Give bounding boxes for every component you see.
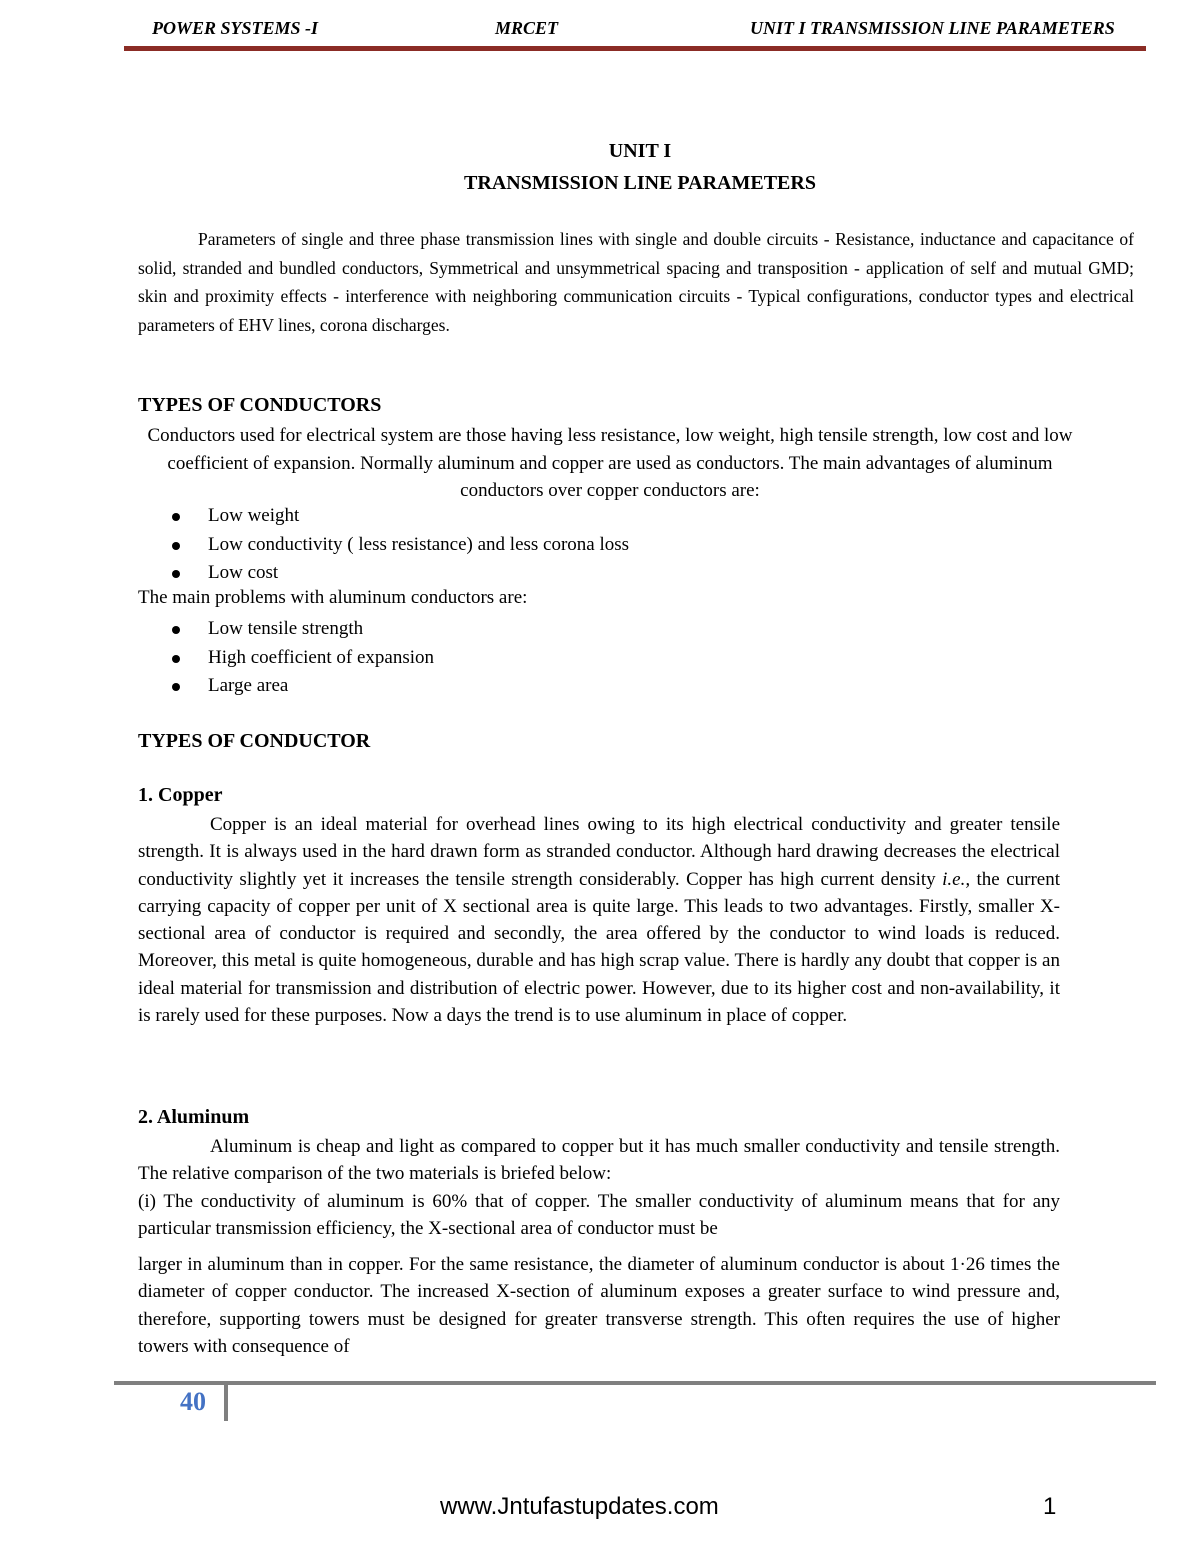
bullet-icon: [172, 655, 180, 663]
bullet-icon: [172, 683, 180, 691]
unit-title: UNIT I: [608, 140, 672, 162]
website-link[interactable]: www.Jntufastupdates.com: [440, 1493, 719, 1520]
copper-paragraph: Copper is an ideal material for overhead lines owing to its high electrical conductivity and greater tensile strength. It is always used in the hard drawn form as stranded conductor. Although hard drawing decreases the electrical conductivity slightly yet it increases the tensile strength considerably. Copper has high current density i.e., the current carrying capacity of copper per unit of X sectional area is quite large. This leads to two advantages. Firstly, smaller X- sectional area of conductor is required and secondly, the area offered by the conductor to wind loads is reduced. Moreover, this metal is quite homogeneous, durable and has high scrap value. There is hardly any doubt that copper is an ideal material for transmission and distribution of electric power. However, due to its higher cost and non-availability, it is rarely used for these purposes. Now a days the trend is to use aluminum in place of copper.: [138, 814, 1060, 1027]
bullet-icon: [172, 542, 180, 550]
list-item: Low conductivity ( less resistance) and less corona loss: [170, 531, 629, 560]
list-item: Large area: [170, 672, 434, 701]
page-number-divider: [224, 1385, 228, 1421]
problems-intro: The main problems with aluminum conductors are:: [138, 587, 528, 608]
heading-aluminum: 2. Aluminum: [138, 1106, 250, 1128]
page-number: 40: [180, 1387, 206, 1416]
list-item: Low cost: [170, 559, 629, 588]
problems-list: [170, 615, 434, 701]
conductors-paragraph: Conductors used for electrical system are those having less resistance, low weight, high tensile strength, low cost and low coefficient of expansion. Normally aluminum and copper are used as conductors. The main advantages of aluminum conductors over copper conductors are:: [147, 425, 1073, 501]
unit-subtitle: TRANSMISSION LINE PARAMETERS: [464, 172, 816, 194]
header-subject: POWER SYSTEMS -I: [152, 18, 319, 38]
bullet-icon: [172, 513, 180, 521]
bullet-icon: [172, 570, 180, 578]
heading-types-of-conductors: TYPES OF CONDUCTORS: [138, 394, 382, 416]
heading-types-of-conductor: TYPES OF CONDUCTOR: [138, 730, 371, 752]
aluminum-paragraph: Aluminum is cheap and light as compared to copper but it has much smaller conductivity and tensile strength. The relative comparison of the two materials is briefed below: (i) The conductivity of aluminum is 60% that of copper. The smaller conductivity of aluminum means that for any particular transmission efficiency, the X-sectional area of conductor must be: [138, 1136, 1060, 1239]
bullet-icon: [172, 626, 180, 634]
header-unit: UNIT I TRANSMISSION LINE PARAMETERS: [750, 18, 1115, 38]
syllabus-paragraph: Parameters of single and three phase transmission lines with single and double circuits - Resistance, inductance and capacitance of solid, stranded and bundled conductors, Symmetrical and unsymmetrical spacing and transposition - application of self and mutual GMD; skin and proximity effects - interference with neighboring communication circuits - Typical configurations, conductor types and electrical parameters of EHV lines, corona discharges.: [138, 229, 1134, 335]
ie-abbrev: i.e.,: [942, 868, 971, 890]
heading-copper: 1. Copper: [138, 784, 223, 806]
advantages-list: [170, 502, 629, 588]
list-item: Low weight: [170, 502, 629, 531]
sheet-number: 1: [1043, 1493, 1057, 1520]
header-rule: [124, 46, 1146, 51]
aluminum-paragraph-continued: larger in aluminum than in copper. For the same resistance, the diameter of aluminum conductor is about 1·26 times the diameter of copper conductor. The increased X-section of aluminum exposes a greater surface to wind pressure and, therefore, supporting towers must be designed for greater transverse strength. This often requires the use of higher towers with consequence of: [138, 1254, 1060, 1357]
list-item: High coefficient of expansion: [170, 644, 434, 673]
header-institute: MRCET: [495, 18, 559, 38]
aluminum-point-i: (i) The conductivity of aluminum is 60% that of copper. The smaller conductivity of aluminum means that for any particular transmission efficiency, the X-sectional area of conductor must be: [138, 1190, 1060, 1239]
list-item: Low tensile strength: [170, 615, 434, 644]
footer-rule: [114, 1381, 1156, 1385]
